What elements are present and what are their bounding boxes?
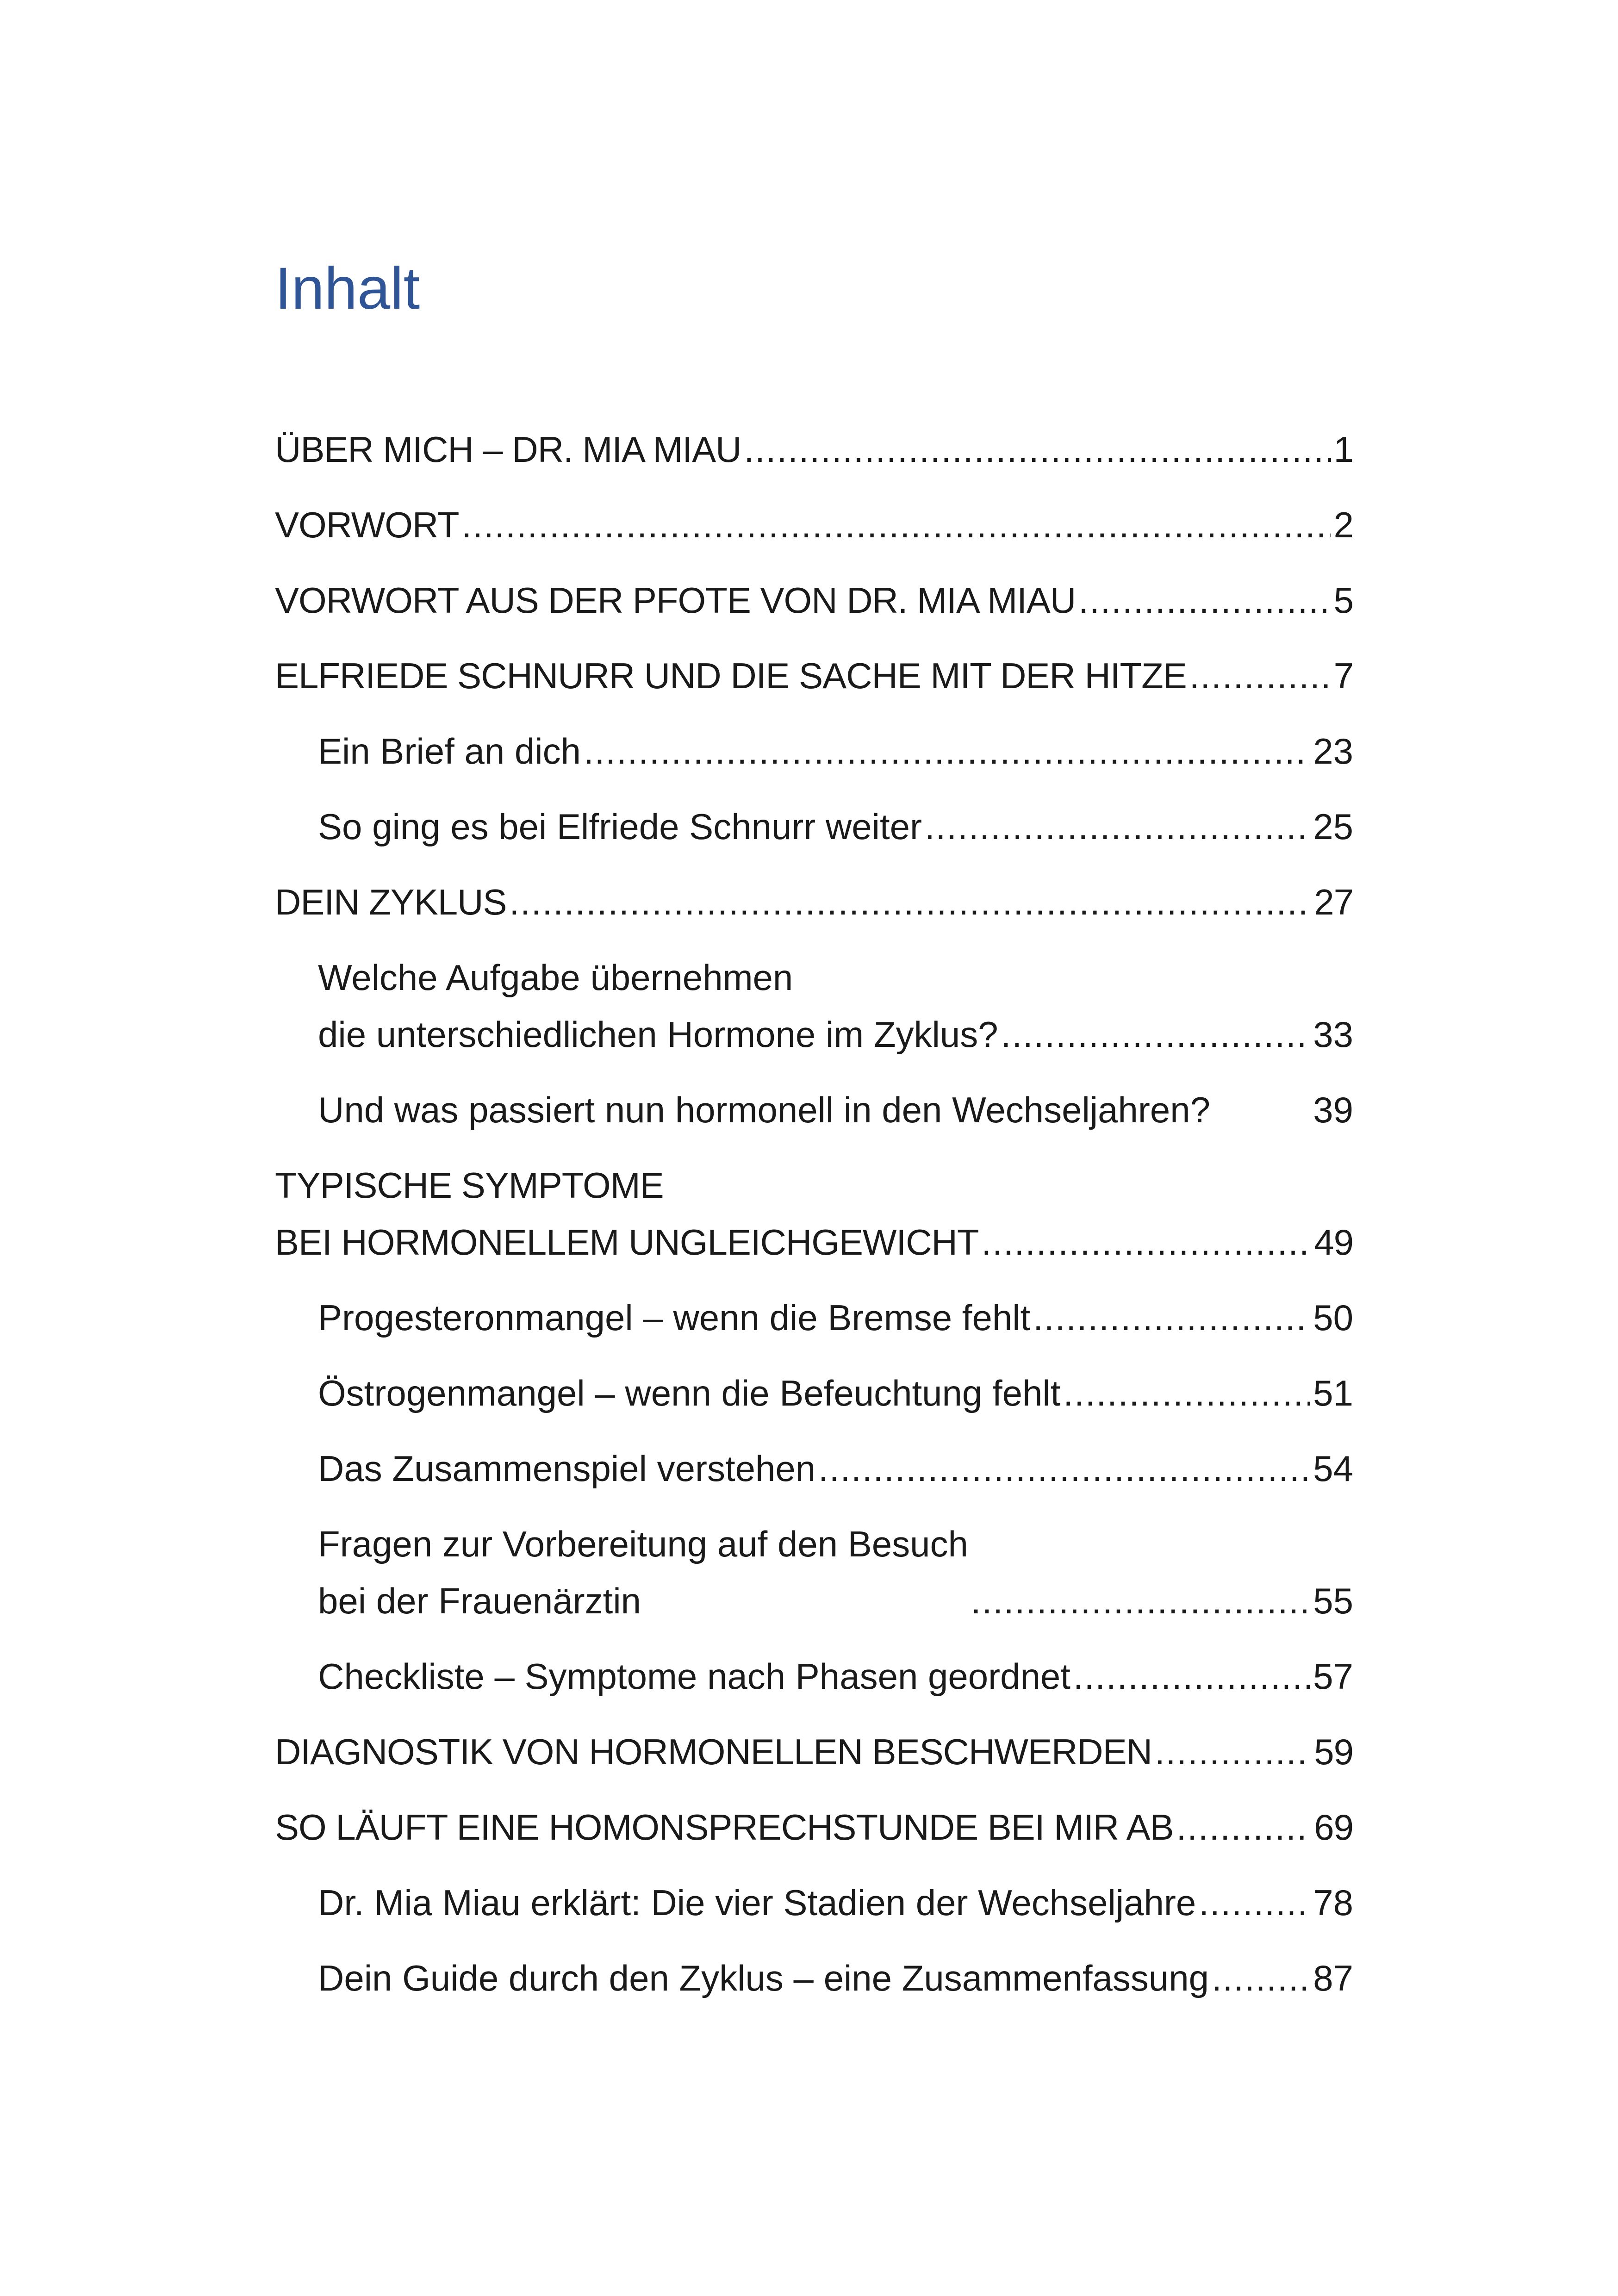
toc-section-entry[interactable] — [275, 723, 1353, 780]
toc-entry-title-line: DEIN ZYKLUS — [275, 882, 507, 922]
toc-chapter-entry[interactable] — [275, 572, 1353, 629]
toc-entry-title-line: Und was passiert nun hormonell in den Wechseljahren? — [318, 1089, 1210, 1130]
toc-entry-title-line: Fragen zur Vorbereitung auf den Besuch — [318, 1524, 968, 1564]
toc-chapter-entry[interactable] — [275, 1157, 1353, 1271]
toc-entry-title — [318, 1516, 968, 1630]
toc-dot-leader — [1155, 1724, 1311, 1780]
toc-page-number: 55 — [1313, 1580, 1353, 1621]
toc-entry-title — [275, 497, 459, 554]
toc-entry-title-line: ELFRIEDE SCHNURR UND DIE SACHE MIT DER HITZE — [275, 655, 1187, 696]
toc-entry-title — [318, 1365, 1060, 1422]
toc-page-number: 2 — [1333, 504, 1353, 545]
toc-dot-leader — [1073, 1648, 1310, 1705]
toc-entry-title-line: SO LÄUFT EINE HOMONSPRECHSTUNDE BEI MIR AB — [275, 1807, 1174, 1848]
toc-page-number: 23 — [1313, 731, 1353, 772]
toc-page-number: 87 — [1313, 1958, 1353, 1998]
toc-entry-title-line: Ein Brief an dich — [318, 731, 581, 772]
toc-entry-title-line: Progesteronmangel – wenn die Bremse fehlt — [318, 1297, 1031, 1338]
toc-page-number: 50 — [1313, 1297, 1353, 1338]
toc-dot-leader — [971, 1573, 1310, 1630]
toc-entry-title-line: So ging es bei Elfriede Schnurr weiter — [318, 806, 922, 847]
toc-entry-title — [275, 647, 1187, 704]
toc-page-number: 5 — [1333, 580, 1353, 621]
toc-dot-leader — [1212, 1950, 1310, 2007]
toc-dot-leader — [925, 798, 1310, 855]
toc-dot-leader — [1033, 1289, 1310, 1346]
toc-entry-title — [318, 1950, 1209, 2007]
toc-entry-title — [318, 1874, 1196, 1931]
toc-chapter-entry[interactable] — [275, 421, 1353, 478]
toc-entry-title — [275, 1157, 979, 1271]
toc-chapter-entry[interactable] — [275, 1799, 1353, 1856]
toc-entry-title — [318, 1440, 815, 1497]
toc-entry-title — [318, 949, 998, 1063]
toc-section-entry[interactable] — [275, 1648, 1353, 1705]
toc-section-entry[interactable] — [275, 1289, 1353, 1346]
toc-entry-title-line: VORWORT — [275, 504, 459, 545]
toc-section-entry[interactable] — [275, 1874, 1353, 1931]
toc-entry-title — [275, 572, 1076, 629]
toc-page-number: 7 — [1333, 655, 1353, 696]
toc-entry-title — [275, 1799, 1174, 1856]
toc-section-entry[interactable] — [275, 949, 1353, 1063]
toc-entry-title-line: Welche Aufgabe übernehmen — [318, 957, 793, 998]
toc-section-entry[interactable] — [275, 798, 1353, 855]
toc-section-entry[interactable] — [275, 1365, 1353, 1422]
toc-page-number: 59 — [1314, 1731, 1353, 1772]
toc-section-entry[interactable] — [275, 1950, 1353, 2007]
toc-dot-leader — [509, 874, 1311, 931]
toc-entry-title — [318, 1082, 1210, 1139]
table-of-contents — [275, 421, 1353, 2025]
toc-entry-title-line: DIAGNOSTIK VON HORMONELLEN BESCHWERDEN — [275, 1731, 1152, 1772]
toc-page-number: 1 — [1333, 429, 1353, 470]
toc-entry-title-line: Das Zusammenspiel verstehen — [318, 1448, 816, 1489]
toc-section-entry[interactable] — [275, 1440, 1353, 1497]
toc-chapter-entry[interactable] — [275, 874, 1353, 931]
toc-entry-title-line: BEI HORMONELLEM UNGLEICHGEWICHT — [275, 1222, 979, 1263]
toc-chapter-entry[interactable] — [275, 1724, 1353, 1780]
toc-page-number: 27 — [1314, 882, 1353, 922]
toc-page-number: 69 — [1314, 1807, 1353, 1848]
toc-page-number: 54 — [1313, 1448, 1353, 1489]
toc-section-entry[interactable] — [275, 1516, 1353, 1630]
toc-entry-title-line: TYPISCHE SYMPTOME — [275, 1165, 664, 1206]
toc-chapter-entry[interactable] — [275, 647, 1353, 704]
toc-page-number: 57 — [1313, 1656, 1353, 1697]
toc-entry-title-line: VORWORT AUS DER PFOTE VON DR. MIA MIAU — [275, 580, 1076, 621]
toc-dot-leader — [584, 723, 1310, 780]
toc-page-number: 51 — [1313, 1373, 1353, 1413]
toc-page-number: 49 — [1314, 1222, 1353, 1263]
toc-dot-leader — [1176, 1799, 1312, 1856]
toc-entry-title — [318, 723, 581, 780]
toc-page-number: 39 — [1313, 1089, 1353, 1130]
page-title: Inhalt — [275, 255, 420, 322]
toc-entry-title — [318, 798, 922, 855]
toc-dot-leader — [461, 497, 1331, 554]
toc-chapter-entry[interactable] — [275, 497, 1353, 554]
toc-entry-title — [275, 1724, 1152, 1780]
toc-entry-title-line: Dr. Mia Miau erklärt: Die vier Stadien der Wechseljahre — [318, 1882, 1196, 1923]
toc-dot-leader — [982, 1214, 1312, 1271]
toc-dot-leader — [1189, 647, 1331, 704]
toc-entry-title-line: Checkliste – Symptome nach Phasen geordnet — [318, 1656, 1070, 1697]
toc-dot-leader — [818, 1440, 1310, 1497]
toc-entry-title-line: ÜBER MICH – DR. MIA MIAU — [275, 429, 741, 470]
toc-entry-title — [275, 874, 506, 931]
toc-entry-title-line: Dein Guide durch den Zyklus – eine Zusammenfassung — [318, 1958, 1209, 1998]
toc-page-number: 25 — [1313, 806, 1353, 847]
toc-dot-leader — [1078, 572, 1331, 629]
toc-section-entry[interactable] — [275, 1082, 1353, 1139]
toc-entry-title — [318, 1289, 1030, 1346]
toc-dot-leader — [1001, 1006, 1311, 1063]
toc-page-number: 33 — [1313, 1014, 1353, 1055]
toc-dot-leader — [1063, 1365, 1310, 1422]
toc-entry-title — [318, 1648, 1070, 1705]
toc-page-number: 78 — [1313, 1882, 1353, 1923]
toc-dot-leader — [1199, 1874, 1310, 1931]
toc-entry-title-line: bei der Frauenärztin — [318, 1580, 641, 1621]
toc-dot-leader — [744, 421, 1331, 478]
toc-entry-title — [275, 421, 741, 478]
toc-entry-title-line: die unterschiedlichen Hormone im Zyklus? — [318, 1014, 998, 1055]
toc-entry-title-line: Östrogenmangel – wenn die Befeuchtung fehlt — [318, 1373, 1061, 1413]
